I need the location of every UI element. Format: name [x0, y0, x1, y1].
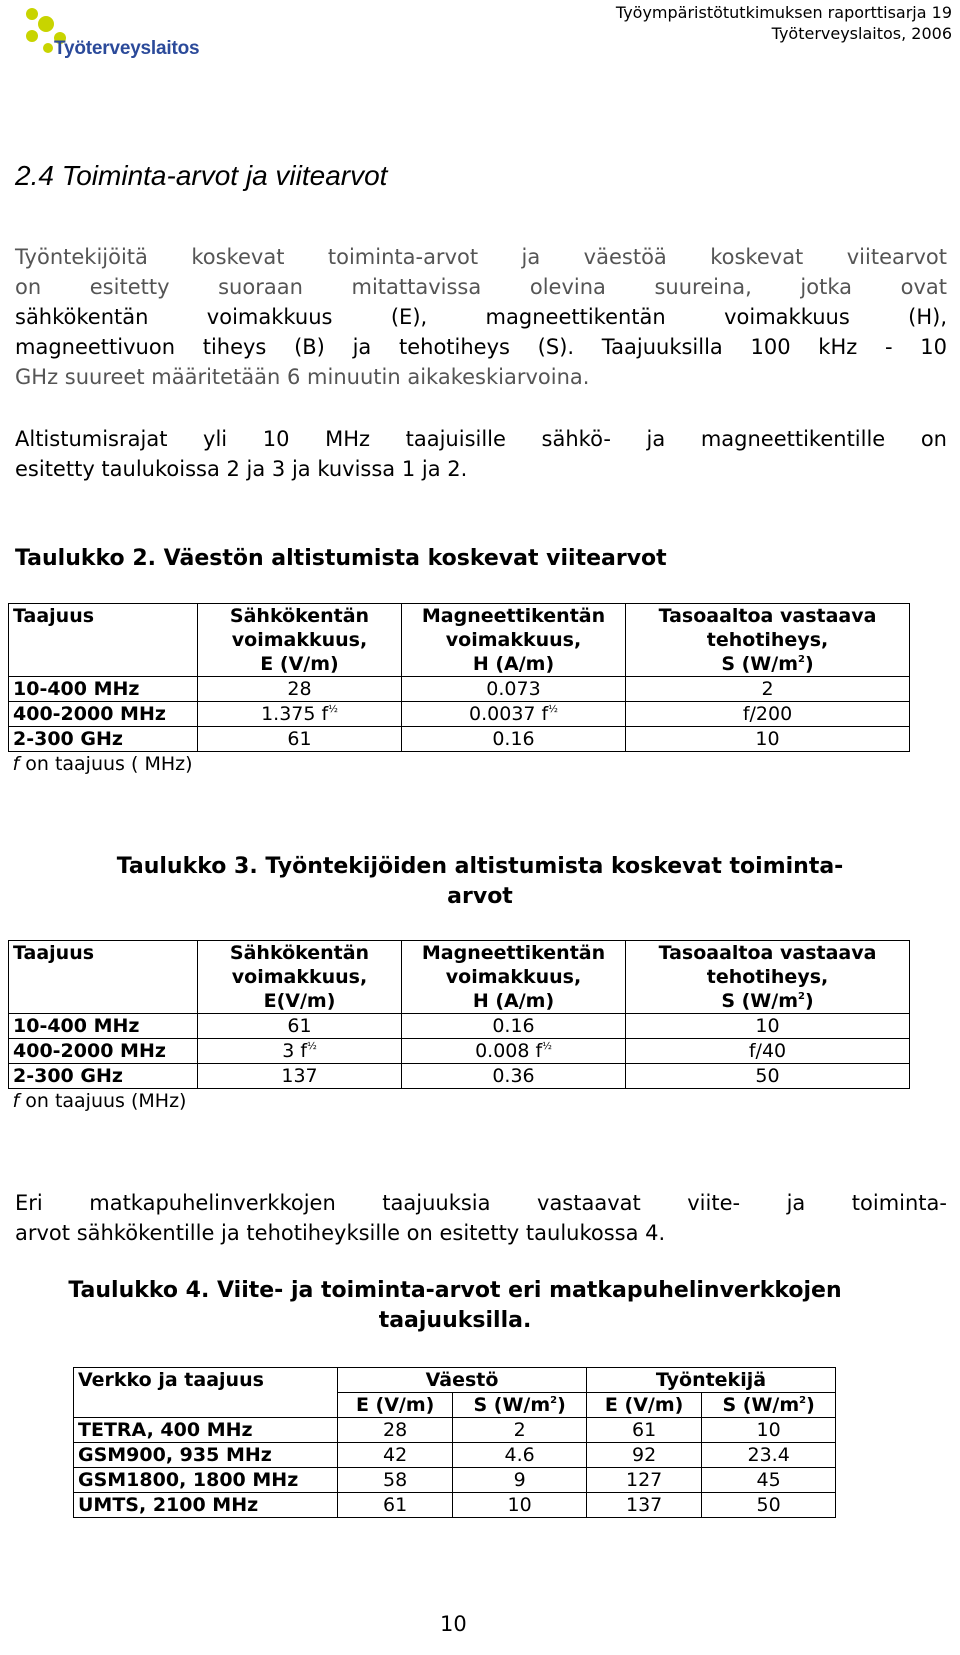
col-header-s: S $(W/m^2)$ — [453, 1393, 587, 1418]
table2-note: f on taajuus ( MHz) — [9, 752, 910, 777]
col-header: Sähkökentän voimakkuus, E(V/m) — [198, 941, 402, 1014]
cell-network: GSM1800, 1800 MHz — [74, 1468, 338, 1493]
para1-line: sähkökentän voimakkuus (E), magneettikentän voimakkuus (H), — [15, 305, 947, 329]
table-row — [9, 677, 910, 702]
table-header-row — [9, 604, 910, 677]
cell-s: 10 — [626, 727, 910, 752]
col-header: Tasoaaltoa vastaava tehotiheys, S $(W/m^2)$ — [626, 604, 910, 677]
cell-h: 0.16 — [402, 1014, 626, 1039]
series-title: Työympäristötutkimuksen raporttisarja 19 — [615, 3, 952, 22]
cell-e: 61 — [198, 1014, 402, 1039]
col-header-e: E (V/m) — [586, 1393, 701, 1418]
col-header: Tasoaaltoa vastaava tehotiheys, S $(W/m^2)$ — [626, 941, 910, 1014]
col-group-vaesto: Väestö — [338, 1368, 587, 1393]
table3-note: f on taajuus (MHz) — [9, 1089, 910, 1114]
para1-line: magneettivuon tiheys (B) ja tehotiheys (S). Taajuuksilla 100 kHz - 10 — [15, 335, 947, 359]
cell-network: GSM900, 935 MHz — [74, 1443, 338, 1468]
table2 — [8, 603, 910, 776]
col-header: Magneettikentän voimakkuus, H (A/m) — [402, 941, 626, 1014]
paragraph-2 — [15, 424, 947, 484]
cell-s: 50 — [626, 1064, 910, 1089]
cell-e: 1.375 $f^{\frac{1}{2}}$ — [198, 702, 402, 727]
table-note-row — [9, 1089, 910, 1114]
table2-caption: Taulukko 2. Väestön altistumista koskevat viitearvot — [15, 546, 667, 571]
table-row — [9, 727, 910, 752]
page-number: 10 — [440, 1612, 467, 1636]
cell-value: 61 — [338, 1493, 453, 1518]
col-group-tyontekija: Työntekijä — [586, 1368, 835, 1393]
col-header: Taajuus — [9, 604, 198, 677]
cell-s: f/40 — [626, 1039, 910, 1064]
caption-line: arvot — [447, 884, 513, 909]
cell-value: 28 — [338, 1418, 453, 1443]
cell-value: 45 — [702, 1468, 836, 1493]
para1-line: on esitetty suoraan mitattavissa olevina suureina, jotka ovat — [15, 275, 947, 299]
cell-value: 127 — [586, 1468, 701, 1493]
table-row — [74, 1418, 836, 1443]
para2-line: Altistumisrajat yli 10 MHz taajuisille sähkö- ja magneettikentille on — [15, 427, 947, 451]
para3-line: Eri matkapuhelinverkkojen taajuuksia vastaavat viite- ja toiminta- — [15, 1191, 947, 1215]
cell-value: 2 — [453, 1418, 587, 1443]
caption-line: Taulukko 4. Viite- ja toiminta-arvot eri matkapuhelinverkkojen — [68, 1278, 842, 1303]
col-header-s: S $(W/m^2)$ — [702, 1393, 836, 1418]
cell-s: 10 — [626, 1014, 910, 1039]
para3-line: arvot sähkökentille ja tehotiheyksille on esitetty taulukossa 4. — [15, 1221, 666, 1245]
cell-value: 4.6 — [453, 1443, 587, 1468]
table-header-row — [74, 1368, 836, 1393]
table-row — [74, 1443, 836, 1468]
cell-h: 0.073 — [402, 677, 626, 702]
col-header: Sähkökentän voimakkuus, E (V/m) — [198, 604, 402, 677]
cell-value: 10 — [702, 1418, 836, 1443]
cell-value: 58 — [338, 1468, 453, 1493]
section-title: 2.4 Toiminta-arvot ja viitearvot — [15, 160, 388, 191]
cell-h: 0.008 $f^{\frac{1}{2}}$ — [402, 1039, 626, 1064]
cell-freq: 2-300 GHz — [9, 1064, 198, 1089]
cell-e: 137 — [198, 1064, 402, 1089]
cell-freq: 10-400 MHz — [9, 1014, 198, 1039]
running-header — [616, 2, 952, 44]
col-header-e: E (V/m) — [338, 1393, 453, 1418]
table-row — [9, 1014, 910, 1039]
table-row — [9, 1039, 910, 1064]
cell-h: 0.36 — [402, 1064, 626, 1089]
cell-h: 0.16 — [402, 727, 626, 752]
table-row — [9, 702, 910, 727]
col-header-network: Verkko ja taajuus — [74, 1368, 338, 1418]
col-header: Taajuus — [9, 941, 198, 1014]
cell-value: 23.4 — [702, 1443, 836, 1468]
cell-freq: 2-300 GHz — [9, 727, 198, 752]
cell-value: 42 — [338, 1443, 453, 1468]
paragraph-1 — [15, 242, 947, 392]
table-row — [74, 1493, 836, 1518]
cell-e: 3 $f^{\frac{1}{2}}$ — [198, 1039, 402, 1064]
cell-h: 0.0037 $f^{\frac{1}{2}}$ — [402, 702, 626, 727]
table-note-row — [9, 752, 910, 777]
table-header-row — [9, 941, 910, 1014]
cell-e: 28 — [198, 677, 402, 702]
para1-line: Työntekijöitä koskevat toiminta-arvot ja väestöä koskevat viitearvot — [15, 245, 947, 269]
logo-text: Työterveyslaitos — [54, 38, 200, 59]
cell-freq: 400-2000 MHz — [9, 1039, 198, 1064]
cell-freq: 400-2000 MHz — [9, 702, 198, 727]
cell-s: 2 — [626, 677, 910, 702]
caption-line: Taulukko 3. Työntekijöiden altistumista koskevat toiminta- — [116, 854, 844, 879]
cell-value: 9 — [453, 1468, 587, 1493]
table3 — [8, 940, 910, 1113]
caption-line: taajuuksilla. — [378, 1308, 532, 1333]
cell-e: 61 — [198, 727, 402, 752]
cell-freq: 10-400 MHz — [9, 677, 198, 702]
table4 — [73, 1367, 836, 1518]
table4-caption — [15, 1276, 895, 1336]
cell-value: 61 — [586, 1418, 701, 1443]
cell-s: f/200 — [626, 702, 910, 727]
table-row — [74, 1468, 836, 1493]
publisher: Työterveyslaitos, 2006 — [771, 24, 952, 43]
cell-value: 10 — [453, 1493, 587, 1518]
table3-caption — [0, 852, 960, 912]
para2-line: esitetty taulukoissa 2 ja 3 ja kuvissa 1 ja 2. — [15, 457, 468, 481]
cell-network: UMTS, 2100 MHz — [74, 1493, 338, 1518]
cell-network: TETRA, 400 MHz — [74, 1418, 338, 1443]
para1-line: GHz suureet määritetään 6 minuutin aikakeskiarvoina. — [15, 365, 590, 389]
paragraph-3 — [15, 1188, 947, 1248]
table-row — [9, 1064, 910, 1089]
col-header: Magneettikentän voimakkuus, H (A/m) — [402, 604, 626, 677]
cell-value: 50 — [702, 1493, 836, 1518]
cell-value: 92 — [586, 1443, 701, 1468]
cell-value: 137 — [586, 1493, 701, 1518]
